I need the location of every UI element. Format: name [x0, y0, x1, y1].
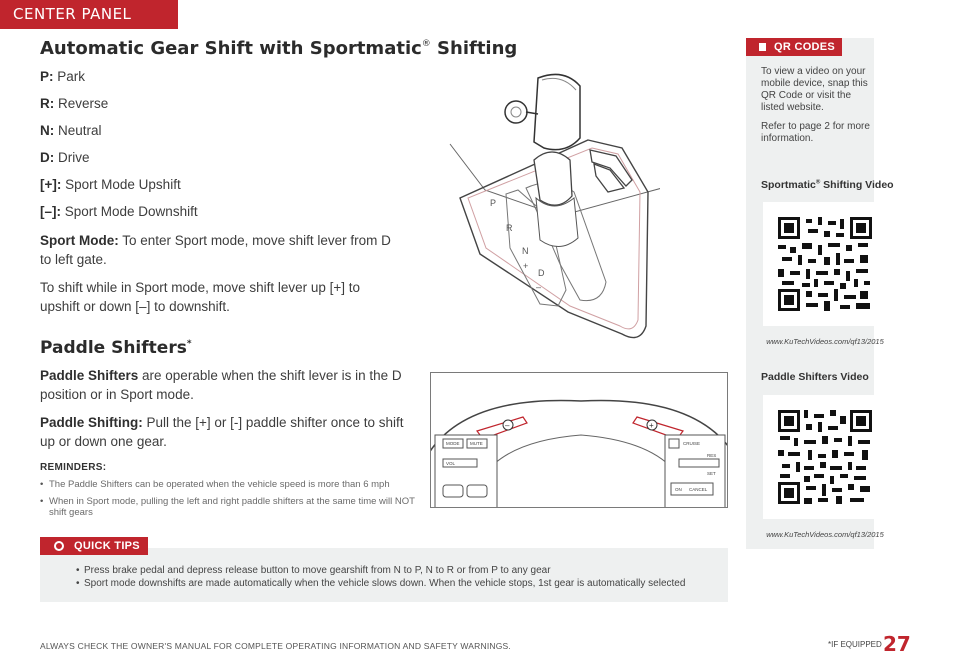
reminders-list: [40, 479, 420, 519]
video2-title: Paddle Shifters Video: [761, 371, 869, 383]
gear-reverse: R: Reverse: [40, 96, 109, 111]
sport-upshift: [+]: Sport Mode Upshift: [40, 177, 181, 192]
paddle-heading: Paddle Shifters*: [40, 338, 192, 358]
gear-drive: D: Drive: [40, 150, 90, 165]
reminder-item: • The Paddle Shifters can be operated when the vehicle speed is more than 6 mph: [40, 479, 420, 491]
footer-warning: ALWAYS CHECK THE OWNER'S MANUAL FOR COMPLETE OPERATING INFORMATION AND SAFETY WARNINGS.: [40, 641, 511, 651]
page-number: 27: [883, 632, 911, 656]
if-equipped-note: *IF EQUIPPED: [828, 640, 882, 649]
qr-refer-text: Refer to page 2 for more information.: [761, 121, 870, 144]
shifter-label-n: N: [522, 246, 529, 256]
tip-item: • Press brake pedal and depress release button to move gearshift from N to P, N to R or from P to any gear: [76, 564, 685, 577]
shifter-label-r: R: [506, 223, 513, 233]
wheel-res-label: RES: [707, 453, 717, 458]
qr-square-icon: [759, 43, 766, 51]
qr-codes-tag: QR CODES: [746, 38, 842, 56]
paddle-shifting: Paddle Shifting: Pull the [+] or [-] paddle shifter once to shift up or down one gear.: [40, 415, 404, 449]
paddle-minus-label: –: [505, 421, 510, 430]
qr-code-icon: [778, 410, 872, 504]
registered-mark: ®: [421, 39, 431, 49]
target-icon: [54, 541, 64, 551]
qr-code-sportmatic[interactable]: [763, 202, 885, 326]
shifter-label-p: P: [490, 198, 497, 208]
quick-tips-box: [40, 548, 728, 602]
sport-downshift: [–]: Sport Mode Downshift: [40, 204, 198, 219]
gear-definitions: [40, 69, 400, 325]
shifter-label-minus: –: [536, 282, 542, 292]
reminder-item: • When in Sport mode, pulling the left and right paddle shifters at the same time will NOT shift gears: [40, 496, 420, 519]
qr-code-paddle-shifters[interactable]: [763, 395, 885, 519]
sport-shift-text: To shift while in Sport mode, move shift lever up [+] to upshift or down [–] to downshift.: [40, 280, 361, 314]
title-text: Automatic Gear Shift with Sportmatic: [40, 38, 422, 59]
paddle-plus-label: +: [649, 421, 654, 430]
wheel-set-label: SET: [707, 471, 716, 476]
steering-wheel-illustration: [430, 372, 728, 508]
wheel-on-label: ON: [675, 487, 682, 492]
paddle-text: [40, 366, 410, 460]
page-title: [40, 38, 517, 59]
gear-park: P: Park: [40, 69, 86, 84]
gear-neutral: N: Neutral: [40, 123, 102, 138]
tip-item: • Sport mode downshifts are made automatically when the vehicle slows down. When the vehicle stops, 1st gear is automatically selected: [76, 577, 685, 590]
video2-url[interactable]: www.KuTechVideos.com/qf13/2015: [766, 530, 884, 539]
wheel-cancel-label: CANCEL: [689, 487, 708, 492]
video1-title: Sportmatic® Shifting Video: [761, 179, 894, 191]
wheel-mute-label: MUTE: [470, 441, 483, 446]
wheel-vol-label: VOL: [446, 461, 456, 466]
if-equipped-mark: *: [186, 339, 192, 349]
qr-intro: [761, 66, 873, 152]
qr-code-icon: [778, 217, 872, 311]
wheel-mode-label: MODE: [446, 441, 460, 446]
reminders: [40, 462, 420, 524]
video1-url[interactable]: www.KuTechVideos.com/qf13/2015: [766, 337, 884, 346]
shifter-label-d: D: [538, 268, 545, 278]
sport-mode-text: Sport Mode: To enter Sport mode, move shift lever from D to left gate.: [40, 233, 391, 267]
qr-intro-text: To view a video on your mobile device, snap this QR Code or visit the listed website.: [761, 66, 868, 113]
quick-tips-list: [76, 564, 685, 590]
title-text-end: Shifting: [430, 38, 518, 59]
quick-tips-tag: QUICK TIPS: [40, 537, 148, 555]
section-tab: CENTER PANEL: [0, 0, 178, 29]
shifter-label-plus: +: [523, 261, 529, 271]
wheel-cruise-label: CRUISE: [683, 441, 701, 446]
gear-shifter-illustration: [440, 68, 660, 350]
reminders-heading: REMINDERS:: [40, 462, 107, 473]
paddle-operable: Paddle Shifters are operable when the shift lever is in the D position or in Sport mode.: [40, 368, 402, 402]
